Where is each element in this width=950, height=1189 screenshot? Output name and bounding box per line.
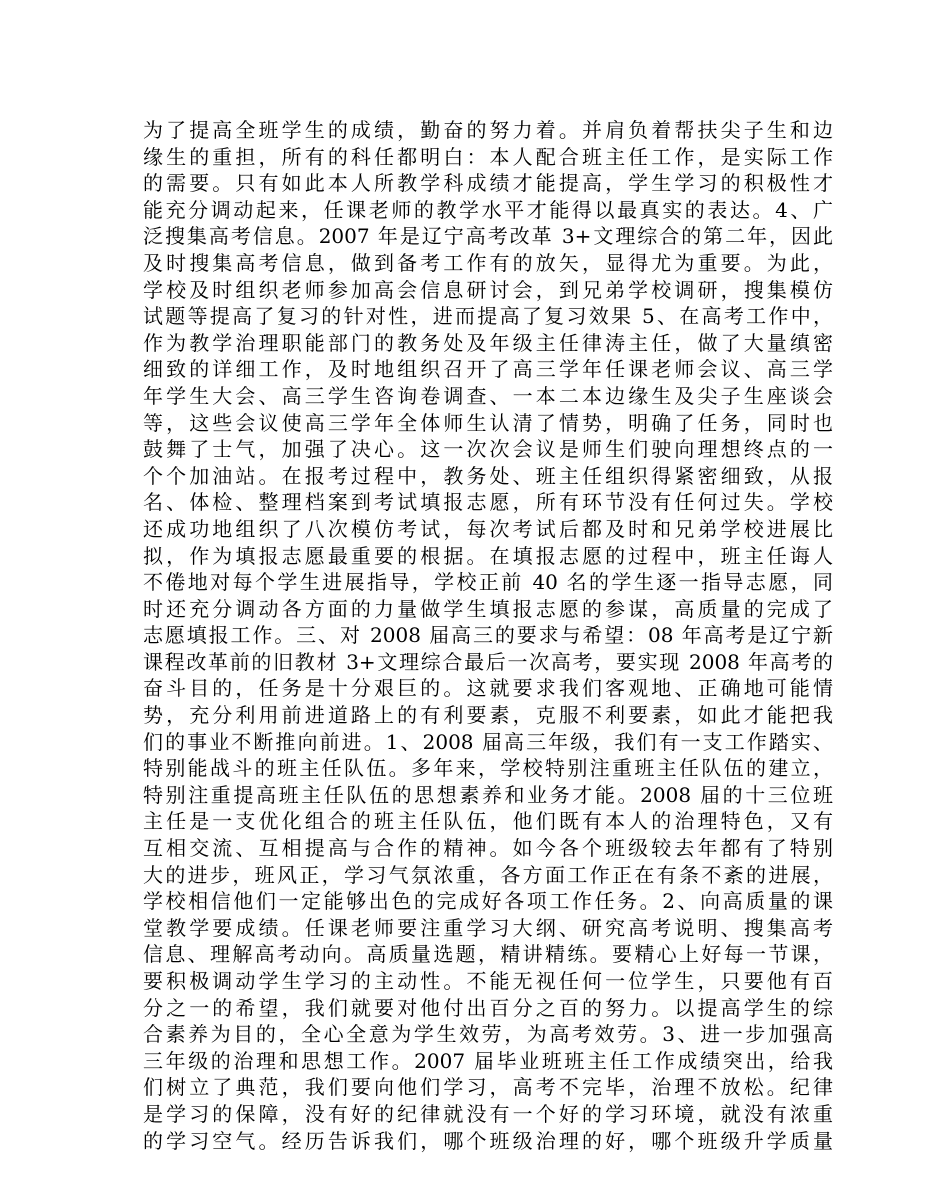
- text-line: 合素养为目的，全心全意为学生效劳，为高考效劳。3、进一步加强高: [143, 1022, 833, 1047]
- text-line: 学校相信他们一定能够出色的完成好各项工作任务。2、向高质量的课: [143, 889, 833, 914]
- text-line: 试题等提高了复习的针对性，进而提高了复习效果 5、在高考工作中，: [143, 304, 833, 329]
- text-line: 的需要。只有如此本人所教学科成绩才能提高，学生学习的积极性才: [143, 171, 833, 196]
- text-line: 细致的详细工作，及时地组织召开了高三学年任课老师会议、高三学: [143, 357, 833, 382]
- text-line: 信息、理解高考动向。高质量选题，精讲精练。要精心上好每一节课，: [143, 942, 833, 967]
- text-line: 三年级的治理和思想工作。2007 届毕业班班主任工作成绩突出，给我: [143, 1048, 833, 1073]
- text-line: 堂教学要成绩。任课老师要注重学习大纲、研究高考说明、搜集高考: [143, 915, 833, 940]
- text-line: 的学习空气。经历告诉我们，哪个班级治理的好，哪个班级升学质量: [143, 1128, 833, 1153]
- text-line: 主任是一支优化组合的班主任队伍，他们既有本人的治理特色，又有: [143, 809, 833, 834]
- text-line: 奋斗目的，任务是十分艰巨的。这就要求我们客观地、正确地可能情: [143, 676, 833, 701]
- text-line: 及时搜集高考信息，做到备考工作有的放矢，显得尤为重要。为此，: [143, 250, 833, 275]
- text-line: 年学生大会、高三学生咨询卷调查、一本二本边缘生及尖子生座谈会: [143, 383, 833, 408]
- text-line: 缘生的重担，所有的科任都明白：本人配合班主任工作，是实际工作: [143, 144, 833, 169]
- text-line: 时还充分调动各方面的力量做学生填报志愿的参谋，高质量的完成了: [143, 596, 833, 621]
- text-line: 作为教学治理职能部门的教务处及年级主任律涛主任，做了大量缜密: [143, 330, 833, 355]
- text-line: 能充分调动起来，任课老师的教学水平才能得以最真实的表达。4、广: [143, 197, 833, 222]
- text-line: 是学习的保障，没有好的纪律就没有一个好的学习环境，就没有浓重: [143, 1101, 833, 1126]
- text-line: 们的事业不断推向前进。1、2008 届高三年级，我们有一支工作踏实、: [143, 729, 833, 754]
- text-line: 鼓舞了士气，加强了决心。这一次次会议是师生们驶向理想终点的一: [143, 437, 833, 462]
- text-line: 要积极调动学生学习的主动性。不能无视任何一位学生，只要他有百: [143, 969, 833, 993]
- text-line: 拟，作为填报志愿最重要的根据。在填报志愿的过程中，班主任诲人: [143, 543, 833, 568]
- text-line: 分之一的希望，我们就要对他付出百分之百的努力。以提高学生的综: [143, 995, 833, 1020]
- text-line: 泛搜集高考信息。2007 年是辽宁高考改革 3+文理综合的第二年，因此: [143, 224, 833, 249]
- text-line: 特别注重提高班主任队伍的思想素养和业务才能。2008 届的十三位班: [143, 782, 833, 807]
- text-line: 不倦地对每个学生进展指导，学校正前 40 名的学生逐一指导志愿，同: [143, 570, 833, 595]
- body-text: [143, 117, 833, 1154]
- text-line: 大的进步，班风正，学习气氛浓重，各方面工作正在有条不紊的进展，: [143, 862, 833, 887]
- text-line: 还成功地组织了八次模仿考试，每次考试后都及时和兄弟学校进展比: [143, 516, 833, 541]
- text-line: 个个加油站。在报考过程中，教务处、班主任组织得紧密细致，从报: [143, 463, 833, 488]
- text-line: 等，这些会议使高三学年全体师生认清了情势，明确了任务，同时也: [143, 410, 833, 435]
- text-line: 名、体检、整理档案到考试填报志愿，所有环节没有任何过失。学校: [143, 490, 833, 515]
- text-line: 课程改革前的旧教材 3+文理综合最后一次高考，要实现 2008 年高考的: [143, 649, 833, 674]
- text-line: 学校及时组织老师参加高会信息研讨会，到兄弟学校调研，搜集模仿: [143, 277, 833, 302]
- text-line: 势，充分利用前进道路上的有利要素，克服不利要素，如此才能把我: [143, 703, 833, 728]
- text-line: 互相交流、互相提高与合作的精神。如今各个班级较去年都有了特别: [143, 836, 833, 861]
- text-line: 特别能战斗的班主任队伍。多年来，学校特别注重班主任队伍的建立，: [143, 756, 833, 781]
- text-line: 志愿填报工作。三、对 2008 届高三的要求与希望：08 年高考是辽宁新: [143, 623, 833, 648]
- text-line: 们树立了典范，我们要向他们学习，高考不完毕，治理不放松。纪律: [143, 1075, 833, 1100]
- text-line: 为了提高全班学生的成绩，勤奋的努力着。并肩负着帮扶尖子生和边: [143, 118, 833, 142]
